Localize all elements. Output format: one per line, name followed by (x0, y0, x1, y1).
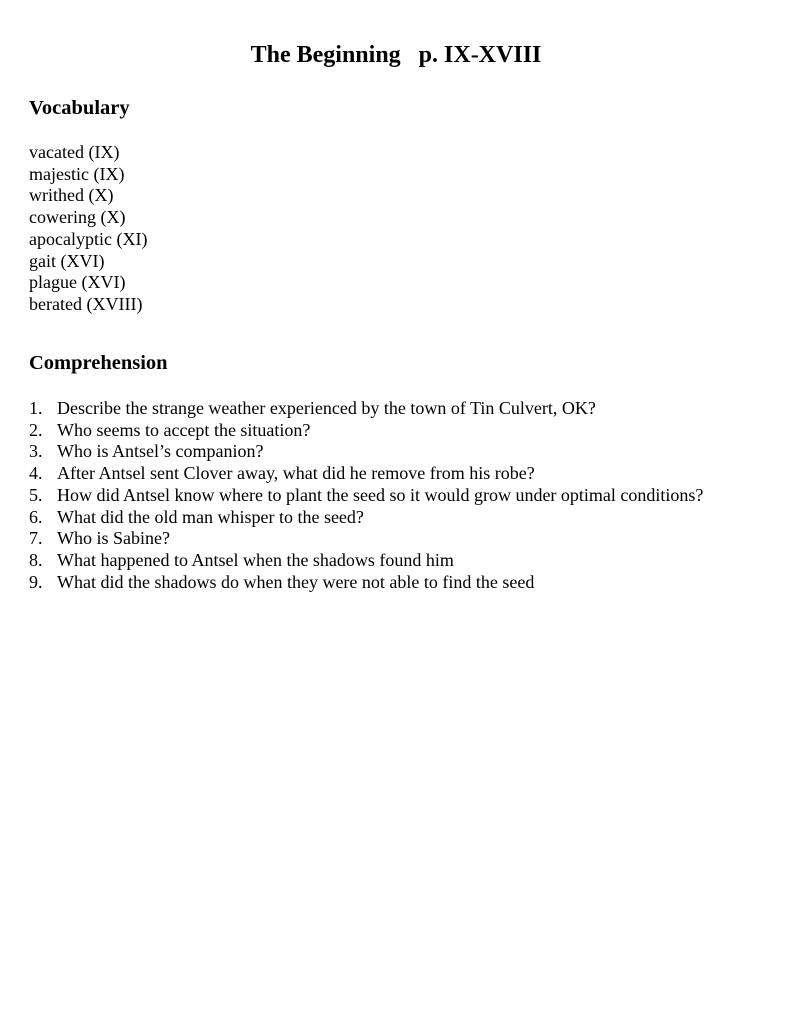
vocabulary-item: plague (XVI) (29, 272, 126, 293)
vocabulary-heading: Vocabulary (29, 97, 130, 119)
question-item (29, 441, 703, 463)
comprehension-question-list (29, 398, 703, 593)
question-text: Who is Sabine? (57, 528, 170, 549)
vocabulary-item: vacated (IX) (29, 142, 120, 162)
question-number: 4. (29, 463, 43, 484)
page-title: The Beginning p. IX-XVIII (250, 42, 542, 68)
question-item (29, 572, 703, 594)
question-item (29, 485, 703, 507)
question-item (29, 528, 703, 550)
vocabulary-item: gait (XVI) (29, 250, 105, 271)
question-text: What did the shadows do when they were not able to find the seed (57, 571, 535, 592)
vocabulary-item: writhed (X) (29, 185, 114, 206)
question-number: 6. (29, 506, 43, 527)
vocabulary-item: berated (XVIII) (29, 293, 143, 314)
question-text: What happened to Antsel when the shadows found him (57, 549, 454, 570)
question-text: After Antsel sent Clover away, what did he remove from his robe? (57, 463, 535, 484)
question-number: 2. (29, 419, 43, 440)
vocabulary-item: cowering (X) (29, 207, 126, 228)
vocabulary-item: majestic (IX) (29, 163, 125, 184)
vocabulary-item: apocalyptic (XI) (29, 228, 148, 249)
question-text: How did Antsel know where to plant the seed so it would grow under optimal conditions? (57, 484, 704, 505)
question-number: 3. (29, 441, 43, 462)
question-number: 8. (29, 549, 43, 570)
question-item (29, 463, 703, 485)
question-item (29, 507, 703, 529)
question-text: Describe the strange weather experienced by the town of Tin Culvert, OK? (57, 398, 596, 418)
question-number: 1. (29, 398, 43, 418)
question-text: Who seems to accept the situation? (57, 419, 311, 440)
question-item (29, 550, 703, 572)
question-text: What did the old man whisper to the seed? (57, 506, 364, 527)
vocabulary-list (29, 142, 147, 316)
comprehension-heading: Comprehension (29, 352, 168, 374)
question-number: 9. (29, 571, 43, 592)
question-item (29, 420, 703, 442)
question-text: Who is Antsel’s companion? (57, 441, 264, 462)
question-item (29, 398, 703, 420)
question-number: 5. (29, 484, 43, 505)
question-number: 7. (29, 528, 43, 549)
